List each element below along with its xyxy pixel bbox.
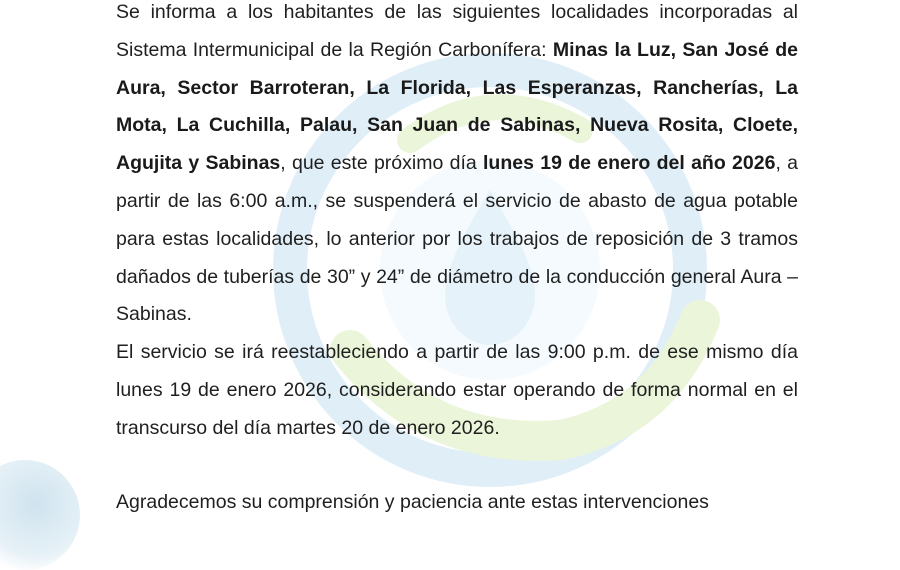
localities-list: Minas la Luz, San José de Aura, Sector Barroteran, La Florida, Las Esperanzas, Rancherías, La Mota, La Cuchilla, Palau, San Juan de Sabinas, Nueva Rosita, Cloete, Agujita y Sabinas <box>116 38 798 175</box>
intro-text: Se informa a los habitantes de las siguientes localidades incorporadas al Sistema Intermunicipal de la Región Carbonífera: <box>116 1 798 61</box>
notice-paragraph <box>116 0 798 334</box>
suspension-text: , a partir de las 6:00 a.m., se suspenderá el servicio de abasto de agua potable para estas localidades, lo anterior por los trabajos de reposición de 3 tramos dañados de tuberías de 30” y 24” de diámetro de la conducción general Aura – Sabinas. <box>116 152 798 326</box>
suspension-date: lunes 19 de enero del año 2026 <box>483 152 776 175</box>
restoration-paragraph: El servicio se irá reestableciendo a partir de las 9:00 p.m. de ese mismo día lunes 19 de enero 2026, considerando estar operando de forma normal en el transcurso del día martes 20 de enero 2026. <box>116 341 798 439</box>
notice-body <box>116 0 798 521</box>
corner-decoration <box>0 460 80 570</box>
thanks-paragraph: Agradecemos su comprensión y paciencia ante estas intervenciones <box>116 490 709 513</box>
after-localities-text: , que este próximo día <box>280 152 477 175</box>
